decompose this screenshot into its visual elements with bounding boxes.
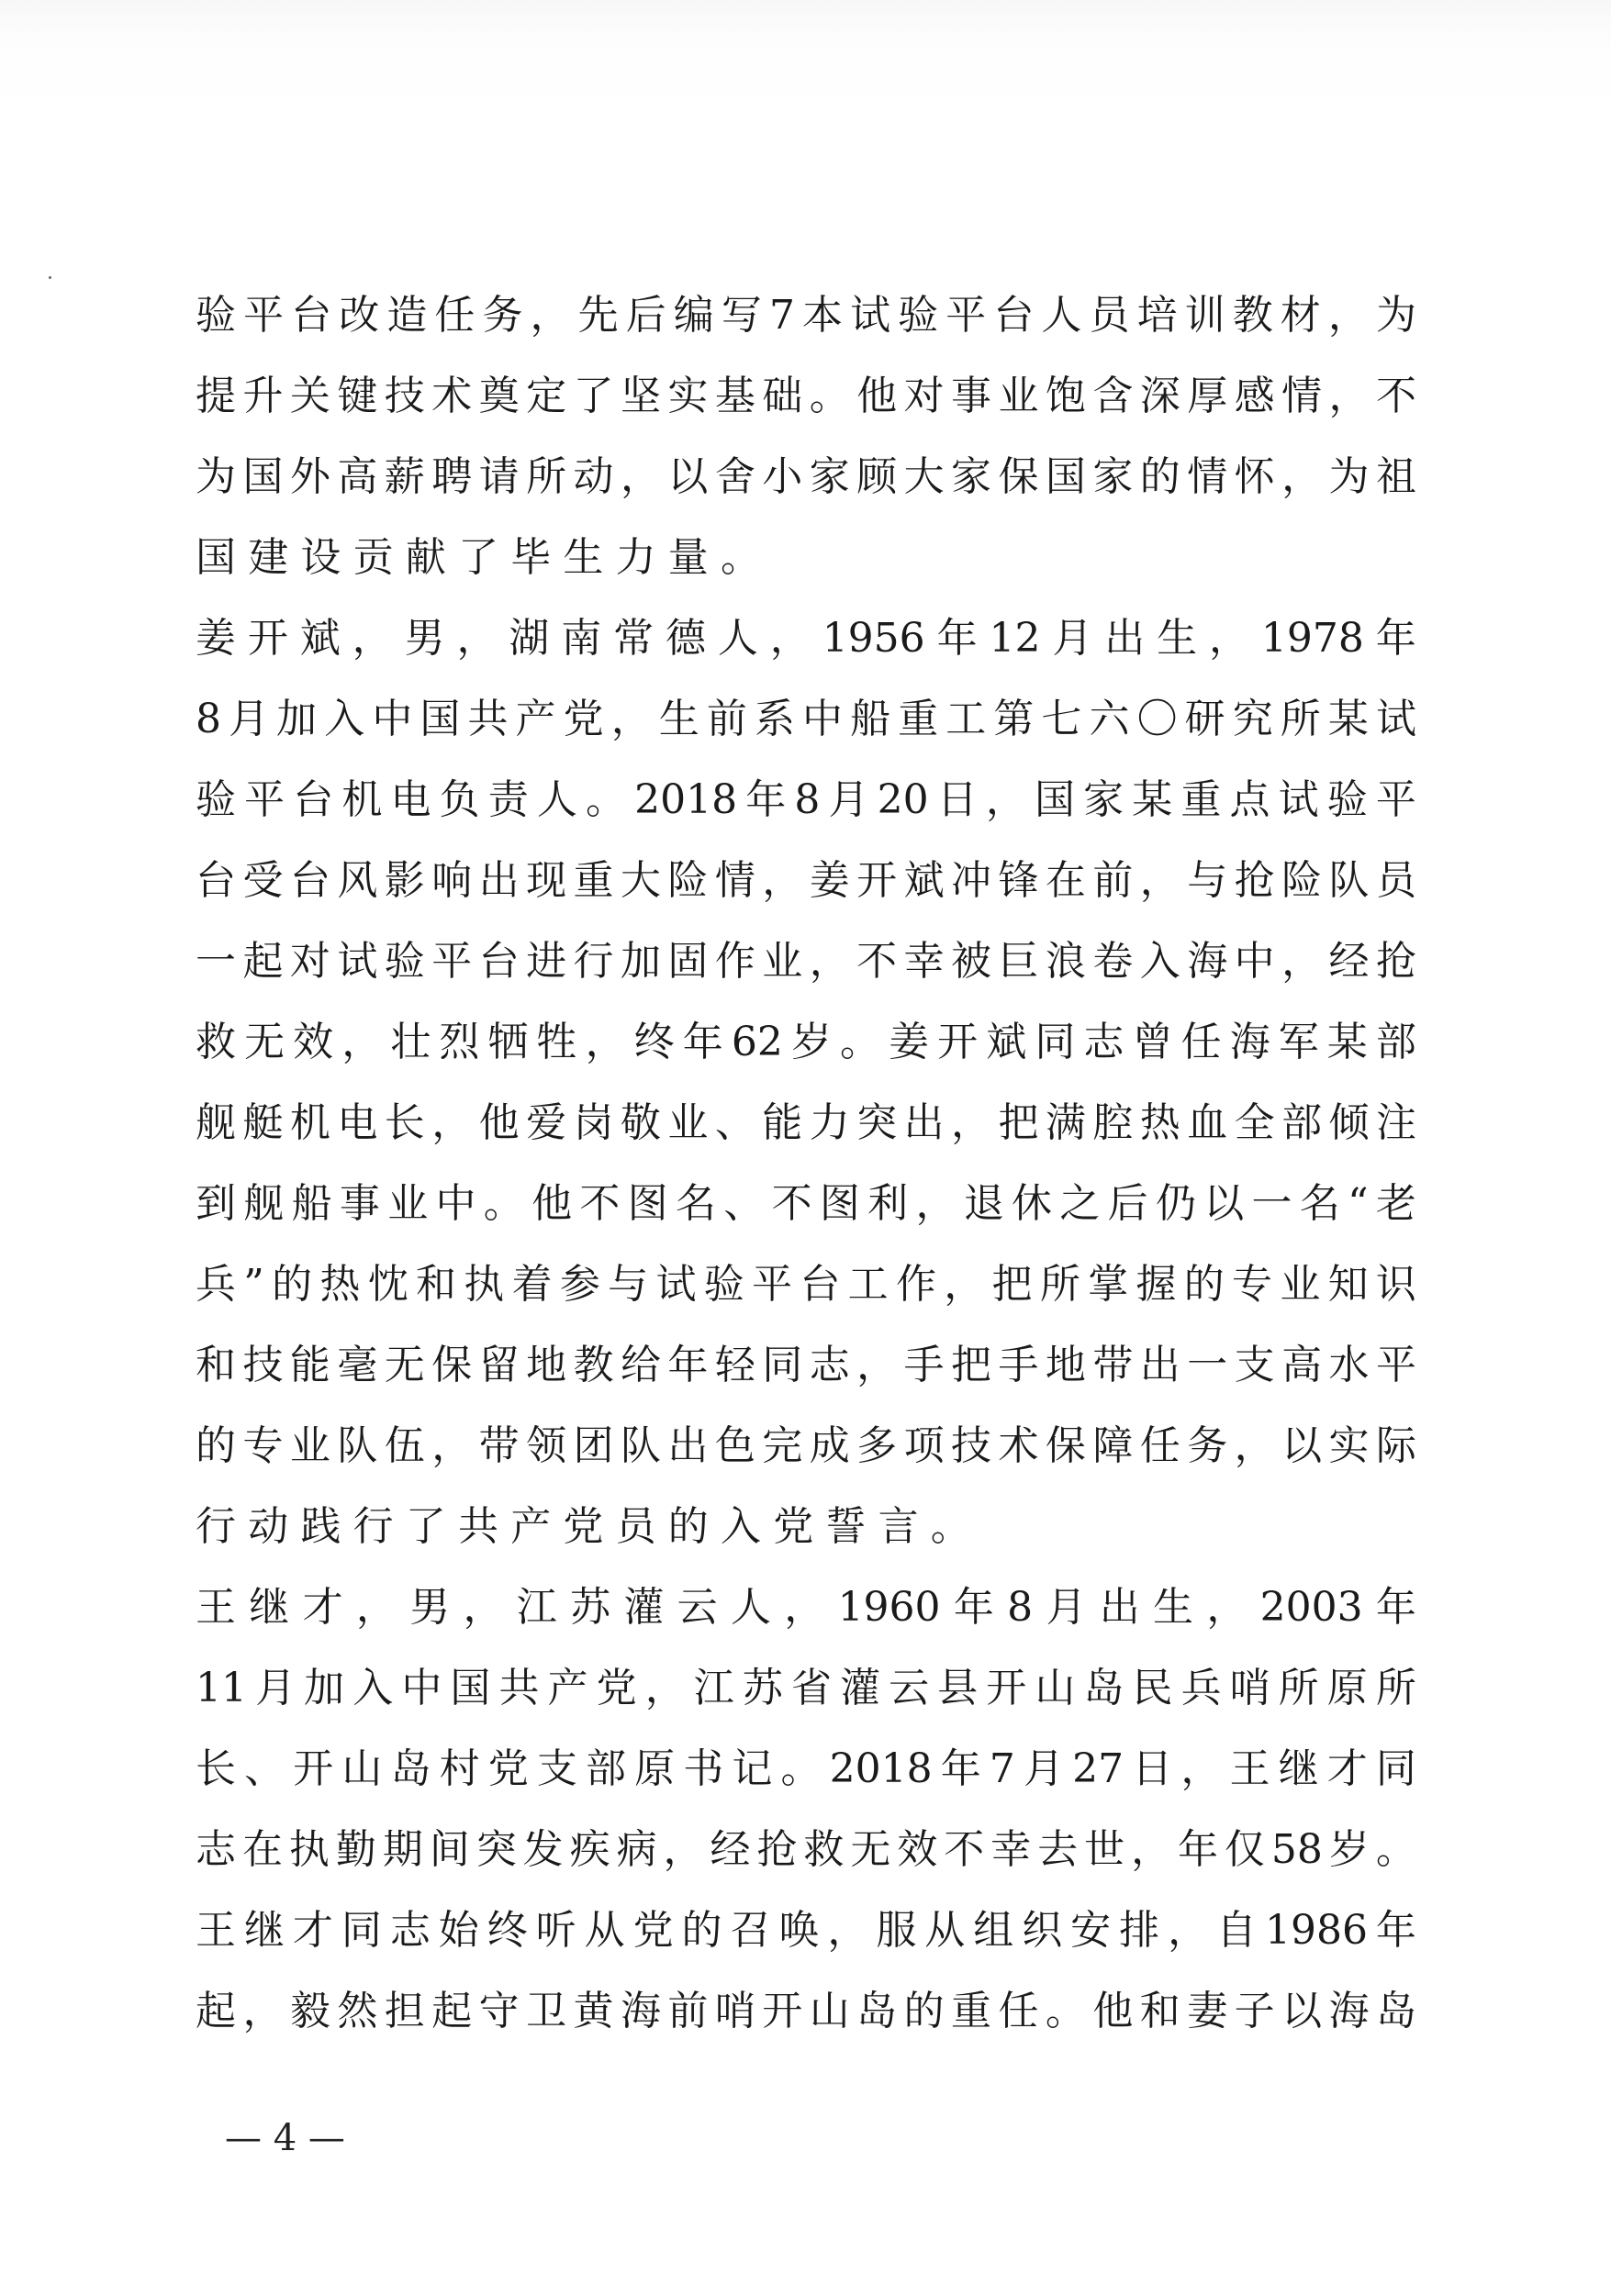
text-line: 救 无 效 ， 壮 烈 牺 牲 ， 终 年 62 岁 。 姜 开 斌 同 志 曾 任 海 军 某 部 bbox=[196, 1019, 1416, 1065]
text-line: 验 平 台 机 电 负 责 人 。 2018 年 8 月 20 日 ， 国 家 某 重 点 试 验 平 bbox=[196, 776, 1416, 823]
text-line: 台 受 台 风 影 响 出 现 重 大 险 情 ， 姜 开 斌 冲 锋 在 前 ， 与 抢 险 队 员 bbox=[196, 857, 1416, 904]
text-line: 提 升 关 键 技 术 奠 定 了 坚 实 基 础 。 他 对 事 业 饱 含 深 厚 感 情 ， 不 bbox=[196, 373, 1416, 419]
text-line: 起 ， 毅 然 担 起 守 卫 黄 海 前 哨 开 山 岛 的 重 任 。 他 和 妻 子 以 海 岛 bbox=[196, 1988, 1416, 2034]
text-line: 为 国 外 高 薪 聘 请 所 动 ， 以 舍 小 家 顾 大 家 保 国 家 的 情 怀 ， 为 祖 bbox=[196, 453, 1416, 500]
text-line: 兵 ” 的 热 忱 和 执 着 参 与 试 验 平 台 工 作 ， 把 所 掌 握 的 专 业 知 识 bbox=[196, 1261, 1416, 1308]
text-line: 志 在 执 勤 期 间 突 发 疾 病 ， 经 抢 救 无 效 不 幸 去 世 ， 年 仅 58 岁 。 bbox=[196, 1826, 1416, 1873]
text-line: 11 月 加 入 中 国 共 产 党 ， 江 苏 省 灌 云 县 开 山 岛 民 兵 哨 所 原 所 bbox=[196, 1665, 1416, 1711]
text-line: 姜 开 斌 ， 男 ， 湖 南 常 德 人 ， 1956 年 12 月 出 生 ， 1978 年 bbox=[196, 615, 1416, 662]
body-text bbox=[196, 275, 1416, 2052]
text-line: 长 、 开 山 岛 村 党 支 部 原 书 记 。 2018 年 7 月 27 日 ， 王 继 才 同 bbox=[196, 1745, 1416, 1792]
text-line: 验 平 台 改 造 任 务 ， 先 后 编 写 7 本 试 验 平 台 人 员 培 训 教 材 ， 为 bbox=[196, 292, 1416, 339]
text-line: 到 舰 船 事 业 中 。 他 不 图 名 、 不 图 利 ， 退 休 之 后 仍 以 一 名 “ 老 bbox=[196, 1180, 1416, 1227]
text-line: 行动践行了共产党员的入党誓言。 bbox=[196, 1503, 983, 1550]
text-line: 舰 艇 机 电 长 ， 他 爱 岗 敬 业 、 能 力 突 出 ， 把 满 腔 热 血 全 部 倾 注 bbox=[196, 1099, 1416, 1146]
text-line: 的 专 业 队 伍 ， 带 领 团 队 出 色 完 成 多 项 技 术 保 障 任 务 ， 以 实 际 bbox=[196, 1422, 1416, 1469]
text-line: 王 继 才 ， 男 ， 江 苏 灌 云 人 ， 1960 年 8 月 出 生 ， 2003 年 bbox=[196, 1584, 1416, 1631]
text-line: 王 继 才 同 志 始 终 听 从 党 的 召 唤 ， 服 从 组 织 安 排 ， 自 1986 年 bbox=[196, 1907, 1416, 1954]
scan-speck bbox=[49, 276, 51, 279]
text-line: 一 起 对 试 验 平 台 进 行 加 固 作 业 ， 不 幸 被 巨 浪 卷 入 海 中 ， 经 抢 bbox=[196, 938, 1416, 985]
text-line: 8 月 加 入 中 国 共 产 党 ， 生 前 系 中 船 重 工 第 七 六 〇 研 究 所 某 试 bbox=[196, 696, 1416, 742]
page-number: — 4 — bbox=[225, 2117, 345, 2159]
text-line: 国建设贡献了毕生力量。 bbox=[196, 534, 774, 581]
text-line: 和 技 能 毫 无 保 留 地 教 给 年 轻 同 志 ， 手 把 手 地 带 出 一 支 高 水 平 bbox=[196, 1342, 1416, 1388]
